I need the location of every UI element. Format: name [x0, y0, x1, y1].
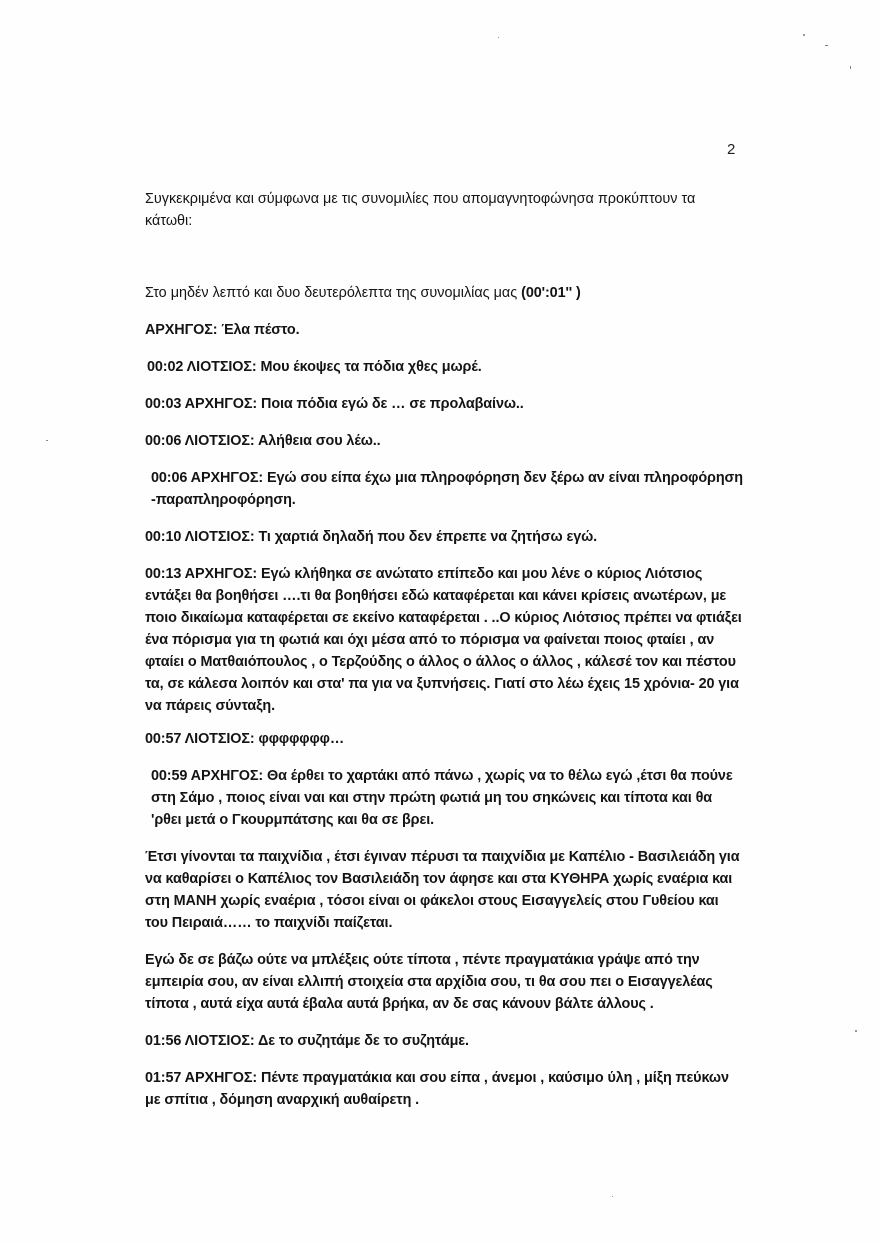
dialogue-line: 00:59 ΑΡΧΗΓΟΣ: Θα έρθει το χαρτάκι από πάνω , χωρίς να το θέλω εγώ ,έτσι θα πούνε στη Σάμο , ποιος είναι ναι και στην πρώτη φωτιά μη του σηκώνεις και τίποτα και θα 'ρθει μετά ο Γκουρμπάτσης και θα σε βρει.: [151, 768, 733, 828]
minute-intro-paragraph: [145, 282, 745, 304]
dialogue-line: Εγώ δε σε βάζω ούτε να μπλέξεις ούτε τίποτα , πέντε πραγματάκια γράψε από την εμπειρία σου, αν είναι ελλιπή στοιχεία στα αρχίδια σου, τι θα σου πει ο Εισαγγελέας τίποτα , αυτά είχα αυτά έβαλα αυτά βρήκα, αν δε σας κάνουν βάλτε άλλους .: [145, 952, 713, 1012]
dialogue-line: 00:06 ΛΙΟΤΣΙΟΣ: Αλήθεια σου λέω..: [145, 433, 381, 449]
scan-speck: [850, 66, 851, 69]
dialogue-line: 00:10 ΛΙΟΤΣΙΟΣ: Τι χαρτιά δηλαδή που δεν έπρεπε να ζητήσω εγώ.: [145, 529, 598, 545]
dialogue-line: 00:02 ΛΙΟΤΣΙΟΣ: Μου έκοψες τα πόδια χθες μωρέ.: [147, 359, 482, 375]
scan-speck: [46, 440, 48, 441]
scan-speck: [498, 37, 499, 38]
scan-speck: [855, 1030, 857, 1032]
dialogue-line: 01:56 ΛΙΟΤΣΙΟΣ: Δε το συζητάμε δε το συζητάμε.: [145, 1033, 469, 1049]
transcript-body: [145, 188, 745, 1126]
dialogue-line: Έτσι γίνονται τα παιχνίδια , έτσι έγιναν πέρυσι τα παιχνίδια με Καπέλιο - Βασιλειάδη για να καθαρίσει ο Καπέλιος τον Βασιλειάδη τον άφησε και στα ΚΥΘΗΡΑ χωρίς εναέρια και στη ΜΑΝΗ χωρίς εναέρια , τόσοι είναι οι φάκελοι στους Εισαγγελείς στου Γυθείου και του Πειραιά…… το παιχνίδι παίζεται.: [145, 849, 740, 931]
dialogue-line: 00:06 ΑΡΧΗΓΟΣ: Εγώ σου είπα έχω μια πληροφόρηση δεν ξέρω αν είναι πληροφόρηση -παραπληροφόρηση.: [151, 470, 743, 508]
dialogue-line: ΑΡΧΗΓΟΣ: Έλα πέστο.: [145, 322, 300, 338]
intro-paragraph: Συγκεκριμένα και σύμφωνα με τις συνομιλίες που απομαγνητοφώνησα προκύπτουν τα κάτωθι:: [145, 191, 696, 229]
minute-intro-text: Στο μηδέν λεπτό και δυο δευτερόλεπτα της συνομιλίας μας: [145, 285, 522, 301]
scan-speck: [803, 34, 805, 36]
page-number: 2: [727, 141, 736, 158]
dialogue-line: 00:57 ΛΙΟΤΣΙΟΣ: φφφφφφφ…: [145, 731, 345, 747]
minute-intro-timestamp: (00':01'' ): [521, 285, 581, 301]
dialogue-line: 01:57 ΑΡΧΗΓΟΣ: Πέντε πραγματάκια και σου είπα , άνεμοι , καύσιμο ύλη , μίξη πεύκων με σπίτια , δόμηση αναρχική αυθαίρετη .: [145, 1070, 729, 1108]
dialogue-line: 00:13 ΑΡΧΗΓΟΣ: Εγώ κλήθηκα σε ανώτατο επίπεδο και μου λένε ο κύριος Λιότσιος εντάξει θα βοηθήσει ….τι θα βοηθήσει εδώ καταφέρεται και κάνει κρίσεις ανωτέρων, με ποιο δικαίωμα καταφέρεται σε εκείνο καταφέρεται . ..Ο κύριος Λιότσιος πρέπει να φτιάξει ένα πόρισμα για τη φωτιά και όχι μέσα από το πόρισμα να φαίνεται ποιος φταίει , αν φταίει ο Ματθαιόπουλος , ο Τερζούδης ο άλλος ο άλλος ο άλλος , κάλεσέ τον και πέστου τα, σε κάλεσα λοιπόν και στα' πα για να ξυπνήσεις. Γιατί στο λέω έχεις 15 χρόνια- 20 για να πάρεις σύνταξη.: [145, 566, 742, 714]
scan-speck: [825, 45, 828, 46]
dialogue-line: 00:03 ΑΡΧΗΓΟΣ: Ποια πόδια εγώ δε … σε προλαβαίνω..: [145, 396, 524, 412]
scan-speck: [612, 1196, 613, 1197]
